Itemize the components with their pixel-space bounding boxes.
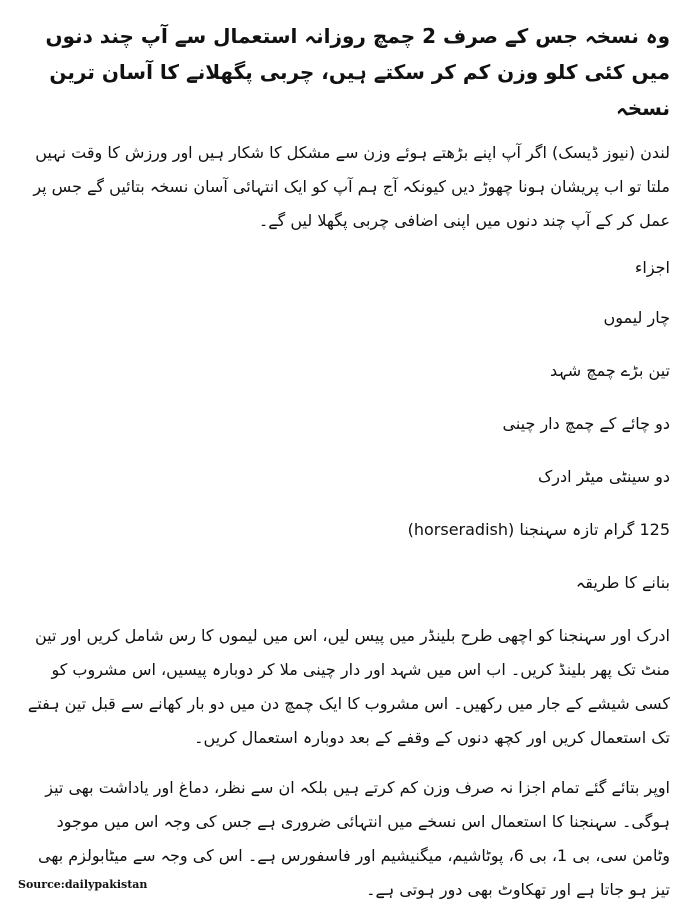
ingredient-item: دو سینٹی میٹر ادرک: [537, 467, 670, 486]
benefits-paragraph: اوپر بتائے گئے تمام اجزا نہ صرف وزن کم کرتے ہیں بلکہ ان سے نظر، دماغ اور یاداشت بھی تیز ہوگی۔ سہنجنا کا استعمال اس نسخے میں انتہائی ضروری ہے جس کی وجہ اس میں موجود وٹامن سی، بی 1، بی 6، پوٹاشیم، میگنیشیم اور فاسفورس ہے۔ اس کی وجہ سے میٹابولزم بھی تیز ہو جاتا ہے اور تھکاوٹ بھی دور ہوتی ہے۔: [38, 778, 670, 899]
ingredient-item: چار لیموں: [603, 308, 670, 327]
ingredient-item: تین بڑے چمچ شہد: [549, 361, 670, 380]
ingredients-heading: اجزاء: [634, 258, 670, 277]
article-headline: وہ نسخہ جس کے صرف 2 چمچ روزانہ استعمال سے آپ چند دنوں میں کئی کلو وزن کم کر سکتے ہیں، چربی پگھلانے کا آسان ترین نسخہ: [45, 24, 670, 120]
method-paragraph: ادرک اور سہنجنا کو اچھی طرح بلینڈر میں پیس لیں، اس میں لیموں کا رس شامل کریں اور تین منٹ تک پھر بلینڈ کریں۔ اب اس میں شہد اور دار چینی ملا کر دوبارہ پیسیں، اس مشروب کو کسی شیشے کے جار میں رکھیں۔ اس مشروب کا ایک چمچ دن میں دو بار کھانے سے قبل تین ہفتے تک استعمال کریں اور کچھ دنوں کے وقفے کے بعد دوبارہ استعمال کریں۔: [27, 626, 670, 747]
method-heading: بنانے کا طریقہ: [575, 573, 670, 592]
intro-paragraph: لندن (نیوز ڈیسک) اگر آپ اپنے بڑھتے ہوئے وزن سے مشکل کا شکار ہیں اور ورزش کا وقت نہیں ملتا تو اب پریشان ہونا چھوڑ دیں کیونکہ آج ہم آپ کو ایک انتہائی آسان نسخہ بتائیں گے جس پر عمل کر کے آپ چند دنوں میں اپنی اضافی چربی پگھلا لیں گے۔: [33, 143, 670, 230]
ingredient-item: دو چائے کے چمچ دار چینی: [502, 414, 670, 433]
ingredient-item: 125 گرام تازہ سہنجنا (horseradish): [407, 520, 670, 539]
ingredients-list: [16, 304, 670, 544]
source-credit: Source:dailypakistan: [18, 878, 148, 891]
